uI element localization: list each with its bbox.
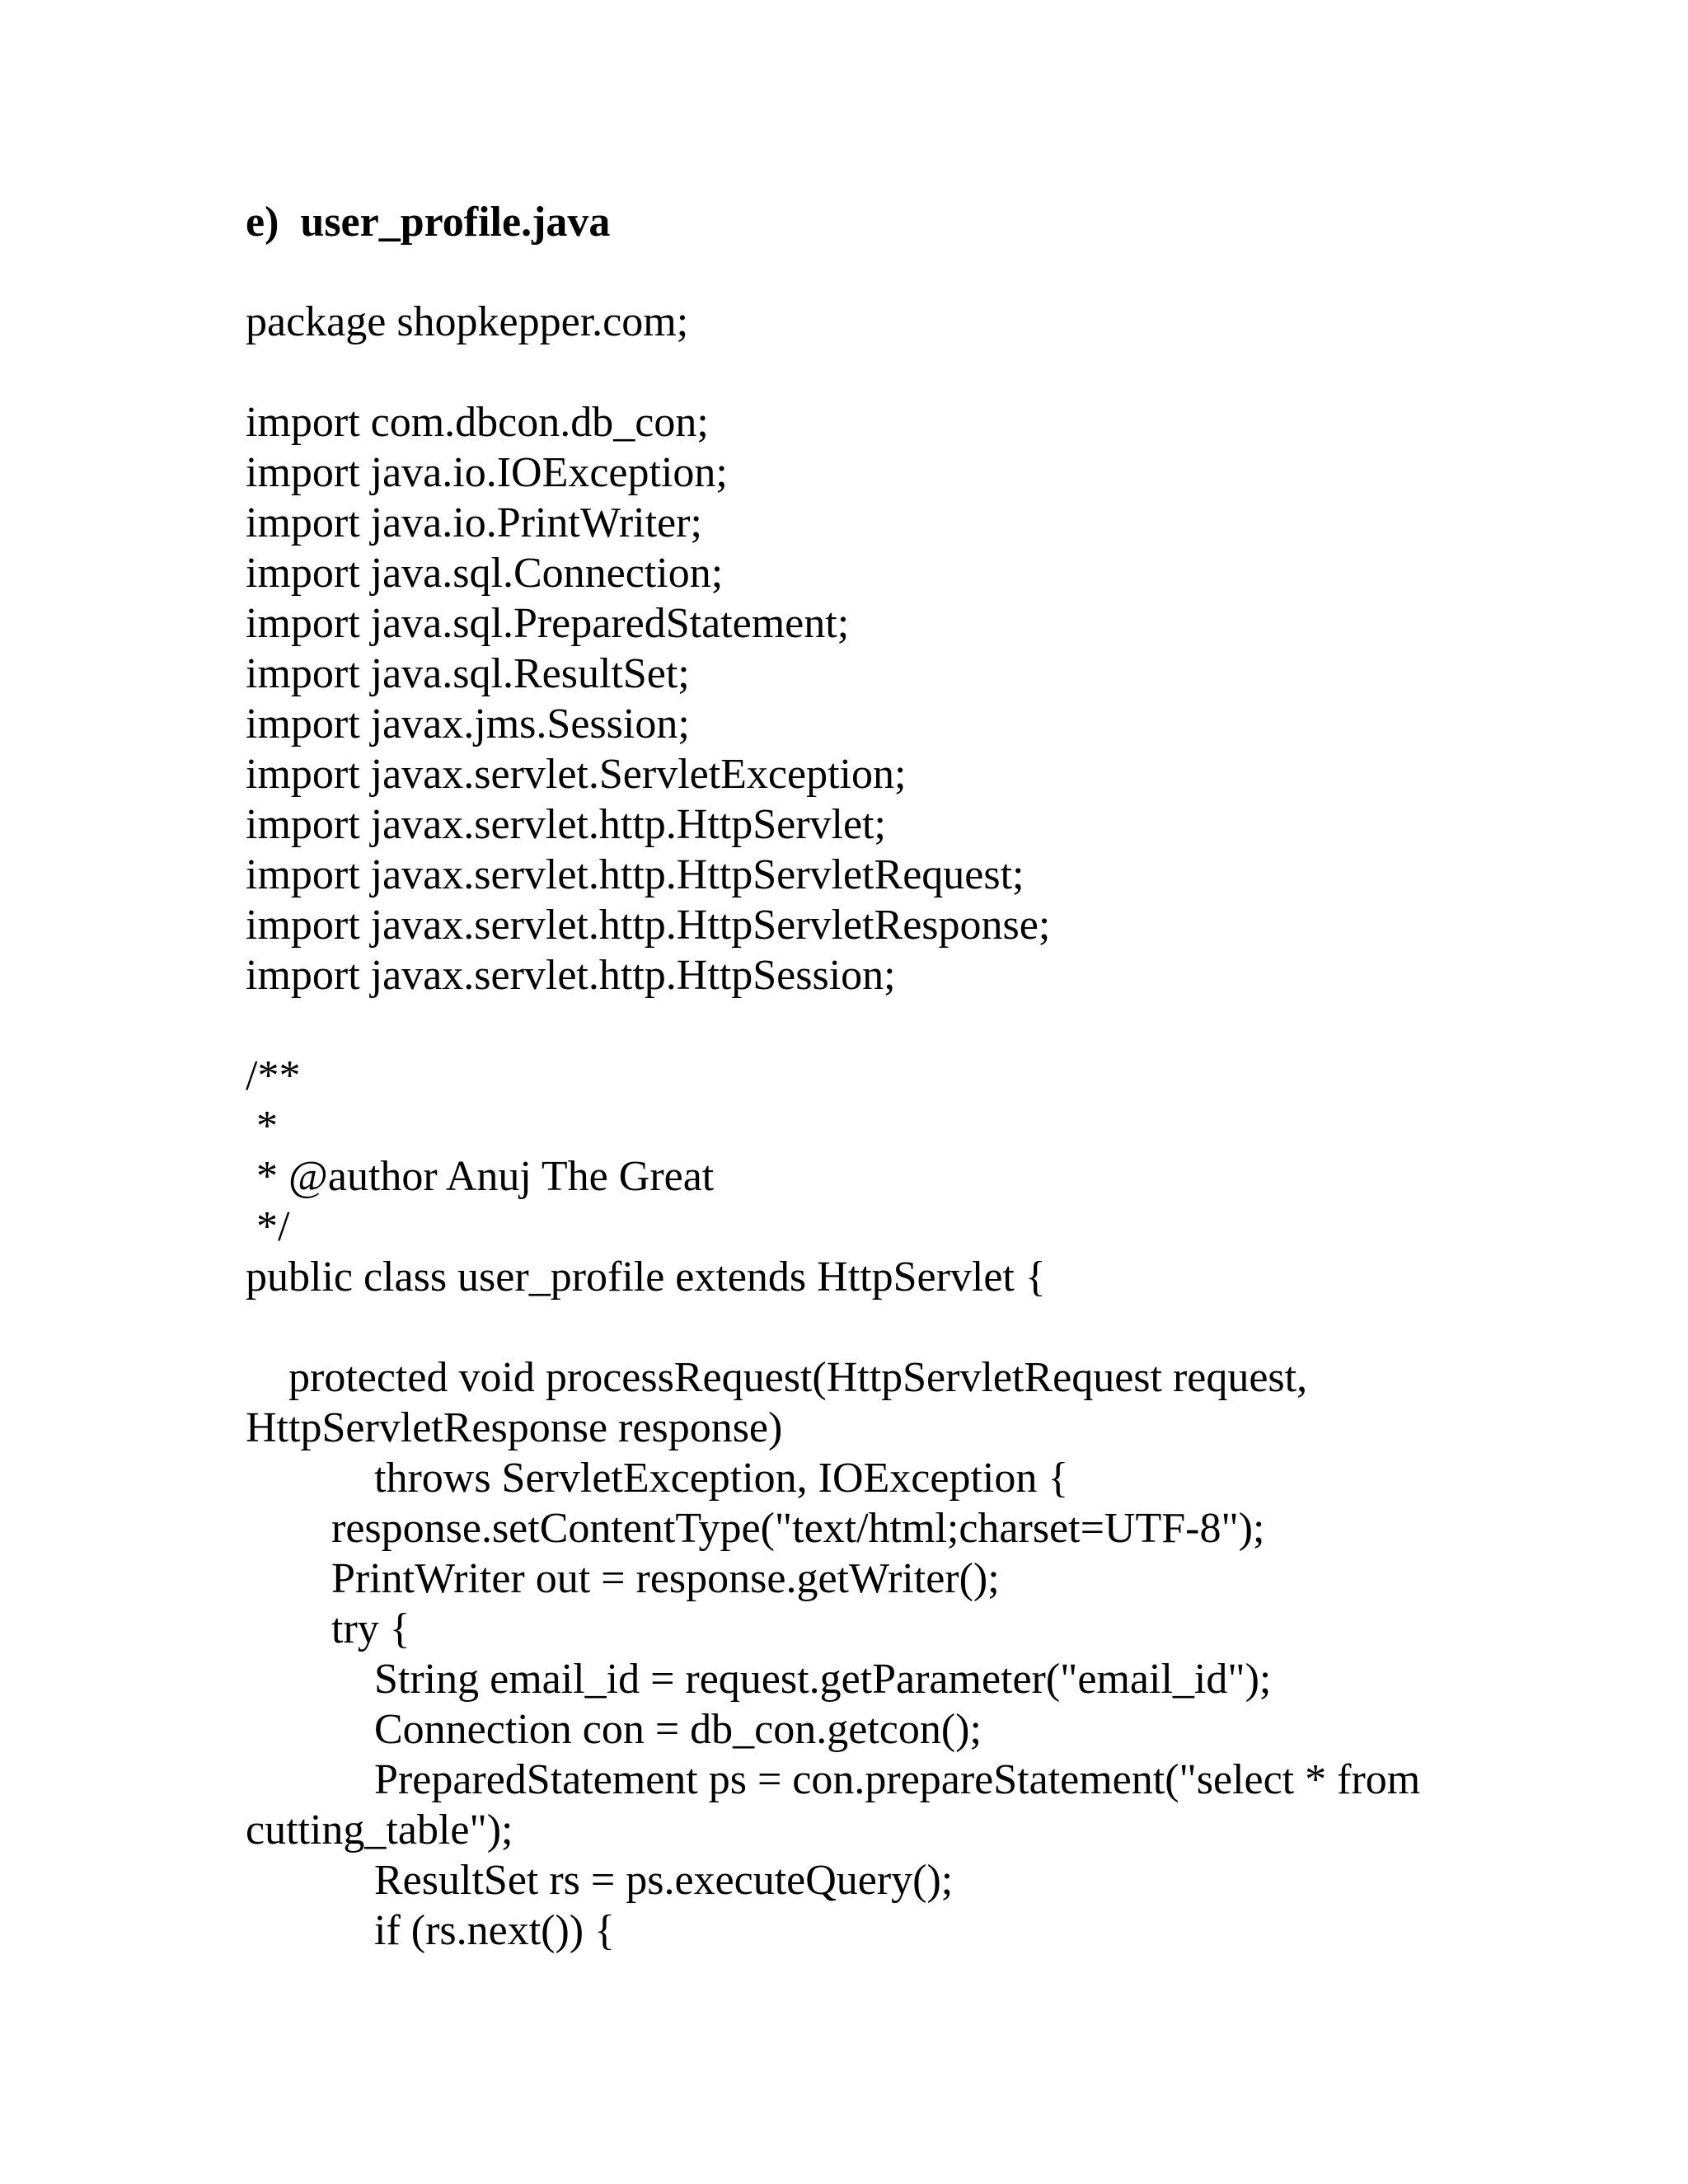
code-line: * @author Anuj The Great (246, 1153, 715, 1200)
code-line: import javax.servlet.http.HttpServlet; (246, 801, 886, 848)
code-line: import javax.servlet.http.HttpServletResponse; (246, 902, 1051, 949)
blank-line (246, 347, 1647, 397)
blank-line (246, 1302, 1647, 1352)
code-line: import javax.servlet.http.HttpSession; (246, 952, 896, 999)
code-line: if (rs.next()) { (246, 1907, 616, 1954)
code-line: /** (246, 1052, 301, 1099)
code-line: try { (246, 1605, 410, 1652)
code-line: response.setContentType("text/html;charset=UTF-8"); (246, 1505, 1265, 1552)
code-line: PreparedStatement ps = con.prepareStatement("select * from (246, 1756, 1421, 1803)
code-line: throws ServletException, IOException { (246, 1455, 1069, 1502)
code-line: import java.io.PrintWriter; (246, 499, 702, 546)
code-line: public class user_profile extends HttpServlet { (246, 1254, 1046, 1301)
code-line: * (246, 1103, 278, 1150)
code-line: String email_id = request.getParameter("email_id"); (246, 1656, 1272, 1703)
code-line: cutting_table"); (246, 1807, 513, 1854)
code-line: import com.dbcon.db_con; (246, 399, 709, 446)
code-line: import java.sql.PreparedStatement; (246, 600, 850, 647)
code-line: */ (246, 1203, 290, 1250)
code-line: Connection con = db_con.getcon(); (246, 1706, 982, 1753)
code-line: ResultSet rs = ps.executeQuery(); (246, 1857, 954, 1904)
code-listing (246, 297, 1647, 1956)
code-line: protected void processRequest(HttpServletRequest request, (246, 1354, 1308, 1401)
code-line: PrintWriter out = response.getWriter(); (246, 1555, 1000, 1602)
code-line: import java.sql.Connection; (246, 550, 724, 597)
code-line: import java.sql.ResultSet; (246, 650, 690, 697)
code-line: import javax.servlet.http.HttpServletRequest; (246, 851, 1025, 898)
code-line: HttpServletResponse response) (246, 1404, 783, 1451)
blank-line (246, 1001, 1647, 1051)
code-line: import java.io.IOException; (246, 449, 728, 496)
file-heading: e) user_profile.java (246, 199, 611, 246)
code-line: import javax.servlet.ServletException; (246, 751, 907, 798)
code-line: package shopkepper.com; (246, 298, 689, 345)
code-line: import javax.jms.Session; (246, 701, 690, 748)
